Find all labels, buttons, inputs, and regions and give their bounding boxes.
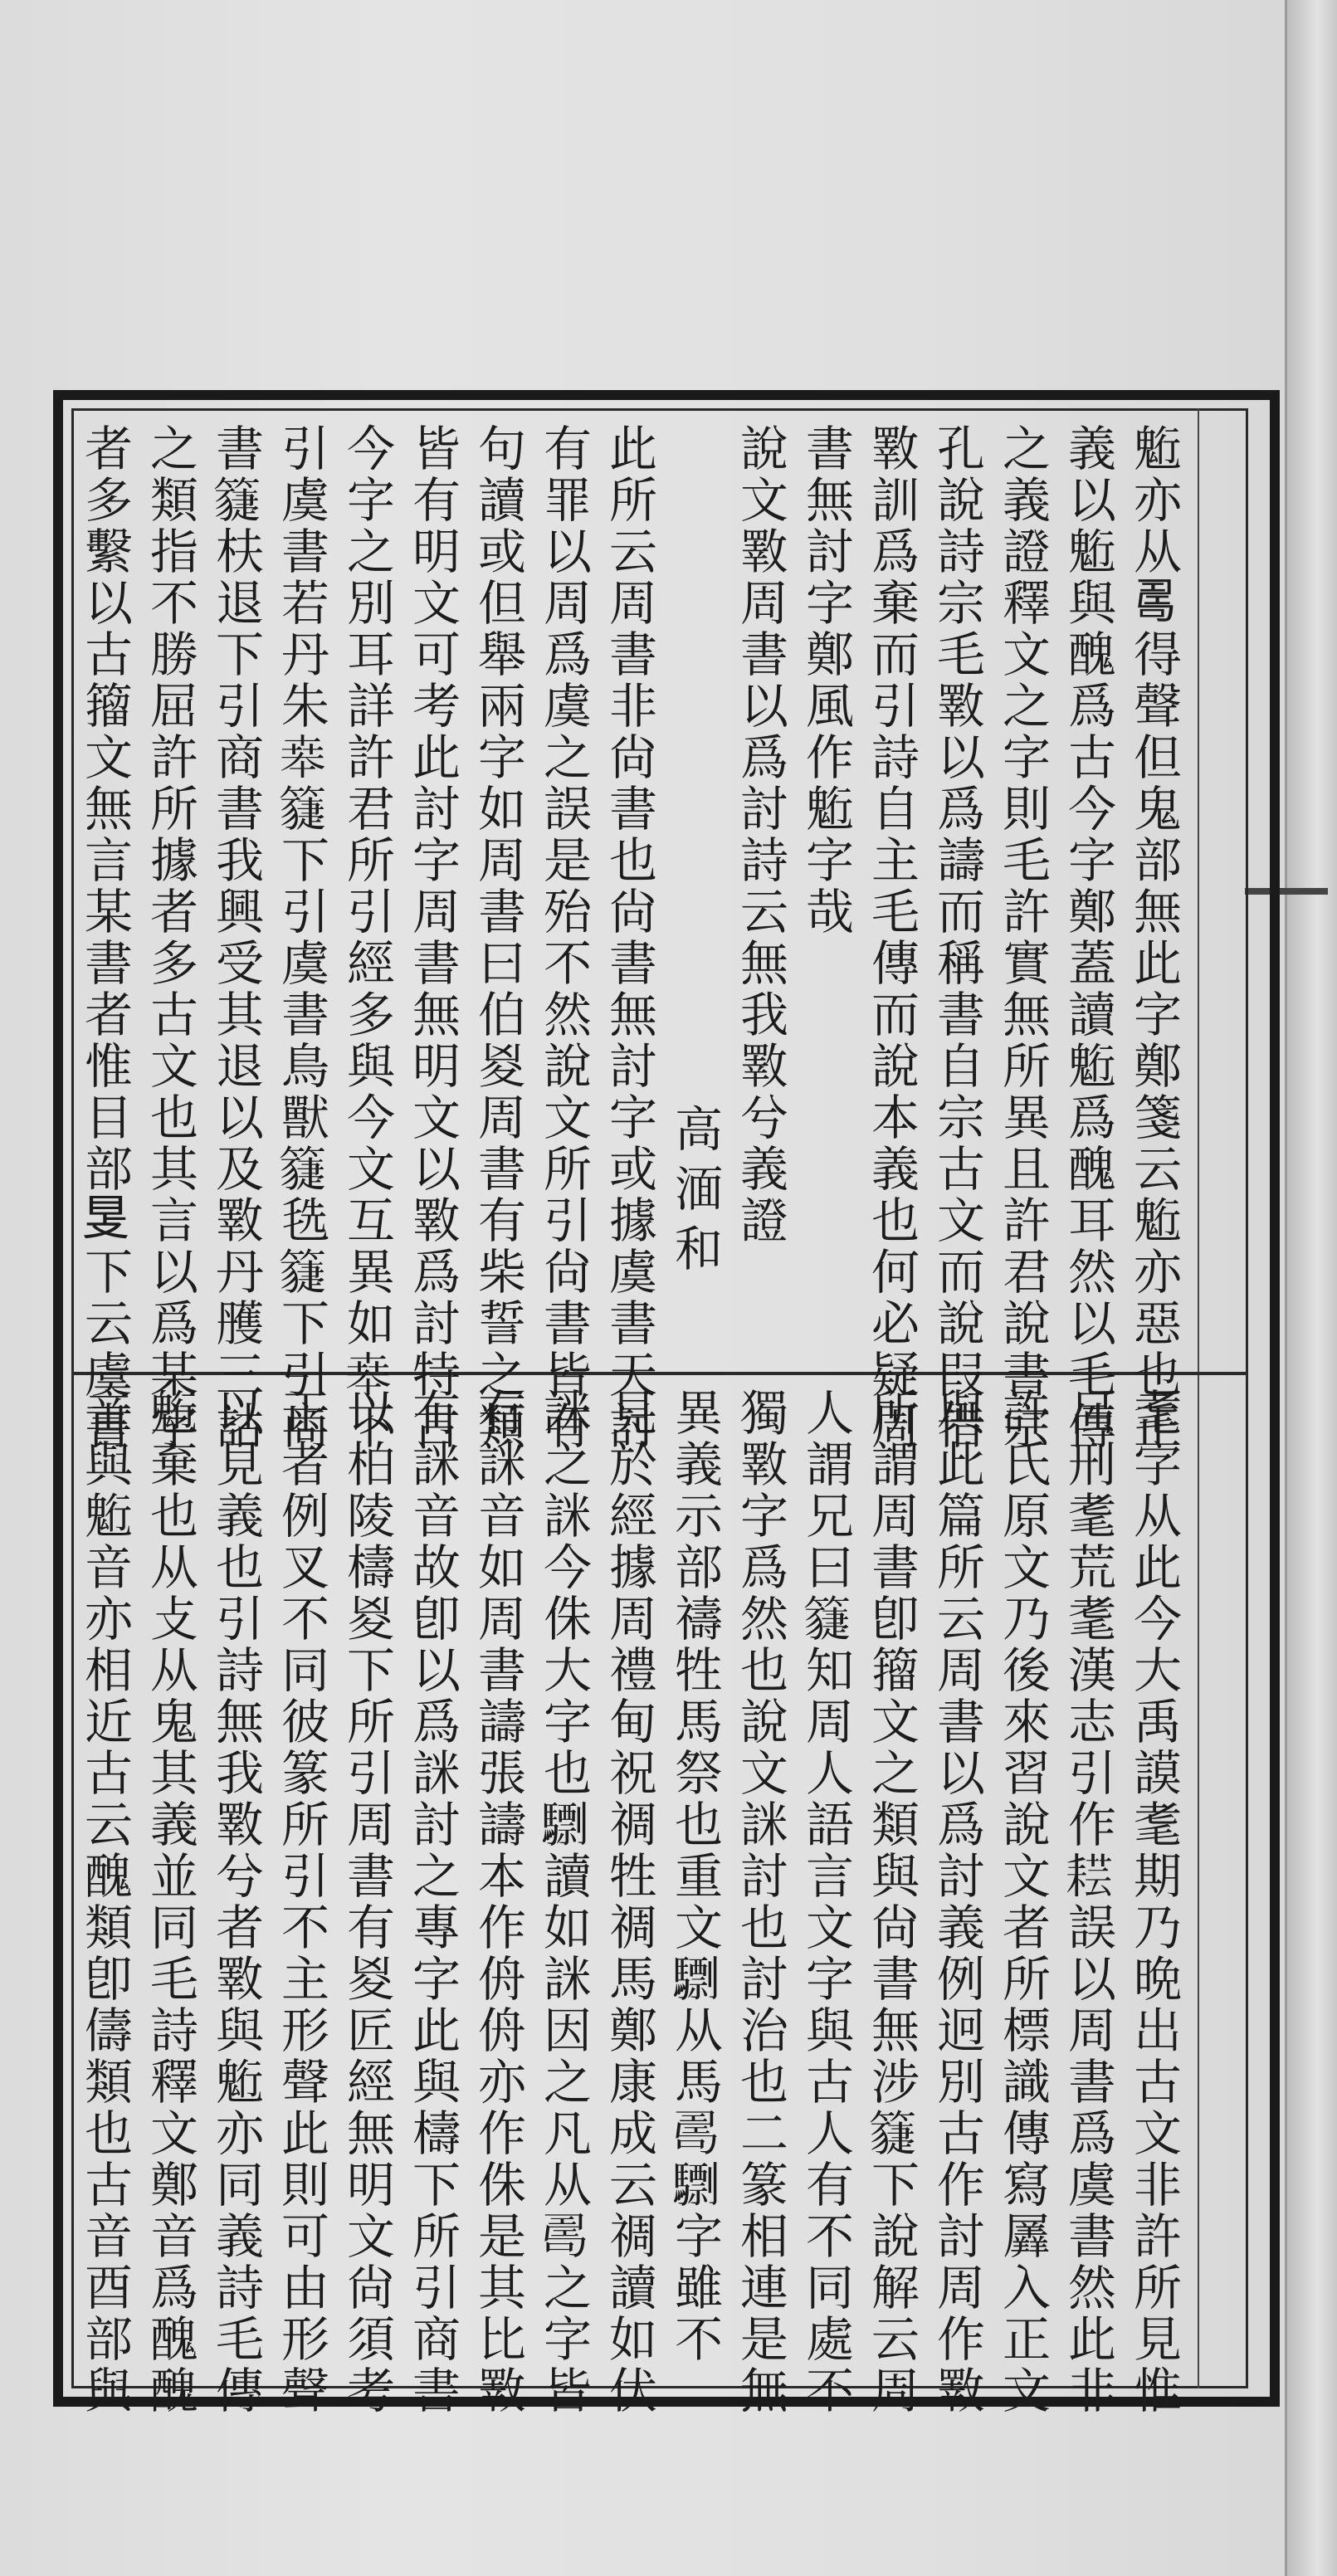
text-column: 義以䰢與醜爲古今字鄭蓋讀䰢爲醜耳然以毛傳 (1060, 423, 1116, 1452)
text-column: 獨斁字爲然也說文詸討也討治也二篆相連是無 (732, 1388, 788, 2417)
text-column: 之類指不勝屈許所據者多古文也其言以爲某字 (142, 423, 198, 1452)
text-column: 書𥵯枎退下引商書我興受其退以及斁丹雘三詁 (207, 423, 264, 1452)
text-column: 人謂兄曰𥵯知周人語言文字與古人有不同處不 (798, 1388, 854, 2417)
text-column: 所謂周書卽籀文之類與尙書無涉𥵯下說解云周 (863, 1388, 920, 2417)
text-column: 孔說詩宗毛斁以爲譸而稱書自宗古文而說叚借 (929, 423, 985, 1452)
text-column: 引虞書若丹朱𠦪𥵯下引虞書鳥獸𥵯毨𥵯下引商 (273, 423, 329, 1452)
text-column: 䰢亦从𠷎得聲但鬼部無此字鄭箋云䰢亦惡也正 (1125, 423, 1182, 1452)
text-column: 許氏原文乃後來習說文者所標識傳寫羼入正文 (994, 1388, 1051, 2417)
book-binding-edge (1285, 0, 1337, 2576)
text-column: 音與䰢音亦相近古云醜類卽儔類也古音酉部與 (76, 1388, 133, 2417)
text-column: 耄字从此今大禹謨耄期乃晩出古文非許所見惟 (1125, 1388, 1182, 2417)
text-column: 斁訓爲棄而引詩自主毛傳而說本義也何必疑周 (863, 423, 920, 1452)
text-column: 有詸音故卽以爲詸討之專字此與檮下所引商書 (404, 1388, 461, 2417)
text-column: 呂刑耄荒耄漢志引作𦓷誤以周書爲虞書然此非 (1060, 1388, 1116, 2417)
upper-edge-rule (1198, 408, 1199, 1372)
text-column: 說文斁周書以爲討詩云無我斁兮義證 (732, 423, 788, 1247)
text-column: 有詸音如周書譸張譸本作侜侜亦作侏是其比斁 (470, 1388, 526, 2417)
text-column: 有罪以周爲虞之誤是殆不然說文所引尙書皆有 (535, 423, 592, 1452)
text-column: 正者例叉不同彼篆所引不主形聲此則可由形聲 (273, 1388, 329, 2417)
text-column: 䰢棄也从攴从鬼其義並同毛詩釋文鄭音爲醜醜 (142, 1388, 198, 2417)
text-column: 者多繫以古籀文無言某書者惟目部𥄎下云虞書 (76, 423, 133, 1452)
text-column: 句讀或但舉兩字如周書曰伯㚇周書有柴誓之類 (470, 423, 526, 1452)
text-column: 之義證釋文之字則毛許實無所異且許君說書宗 (994, 423, 1051, 1452)
text-column: 以柏陵檮㚇下所引周書有㚇匠經無明文尙須考 (339, 1388, 395, 2417)
lower-edge-rule (1198, 1375, 1199, 2388)
author-name: 高湎和 (666, 1104, 723, 1283)
text-column: 此所云周書非尙書也尙書無討字或據虞書天討 (601, 423, 657, 1452)
text-column: 與此篇所云周書以爲討義例迥別古作討周作斁 (929, 1388, 985, 2417)
text-column: 以見義也引詩無我斁兮者斁與䰢亦同義詩毛傳 (207, 1388, 264, 2417)
text-column: 異義示部禱牲馬祭也重文𩦠从馬𠷎𩦠字雖不 (666, 1388, 723, 2365)
text-column: 今字之別耳詳許君所引經多與今文互異如𠦪下 (339, 423, 395, 1452)
text-column: 見於經據周禮甸祝禂牲禂馬鄭康成云禂讀如伏 (601, 1388, 657, 2417)
text-column: 詸之詸今侏大字也𩦠讀如詸因之凡从𠷎之字皆 (535, 1388, 592, 2417)
text-column: 書無討字鄭風作䰢字哉 (798, 423, 854, 938)
text-column: 皆有明文可考此討字周書無明文以斁爲討特古 (404, 423, 461, 1452)
